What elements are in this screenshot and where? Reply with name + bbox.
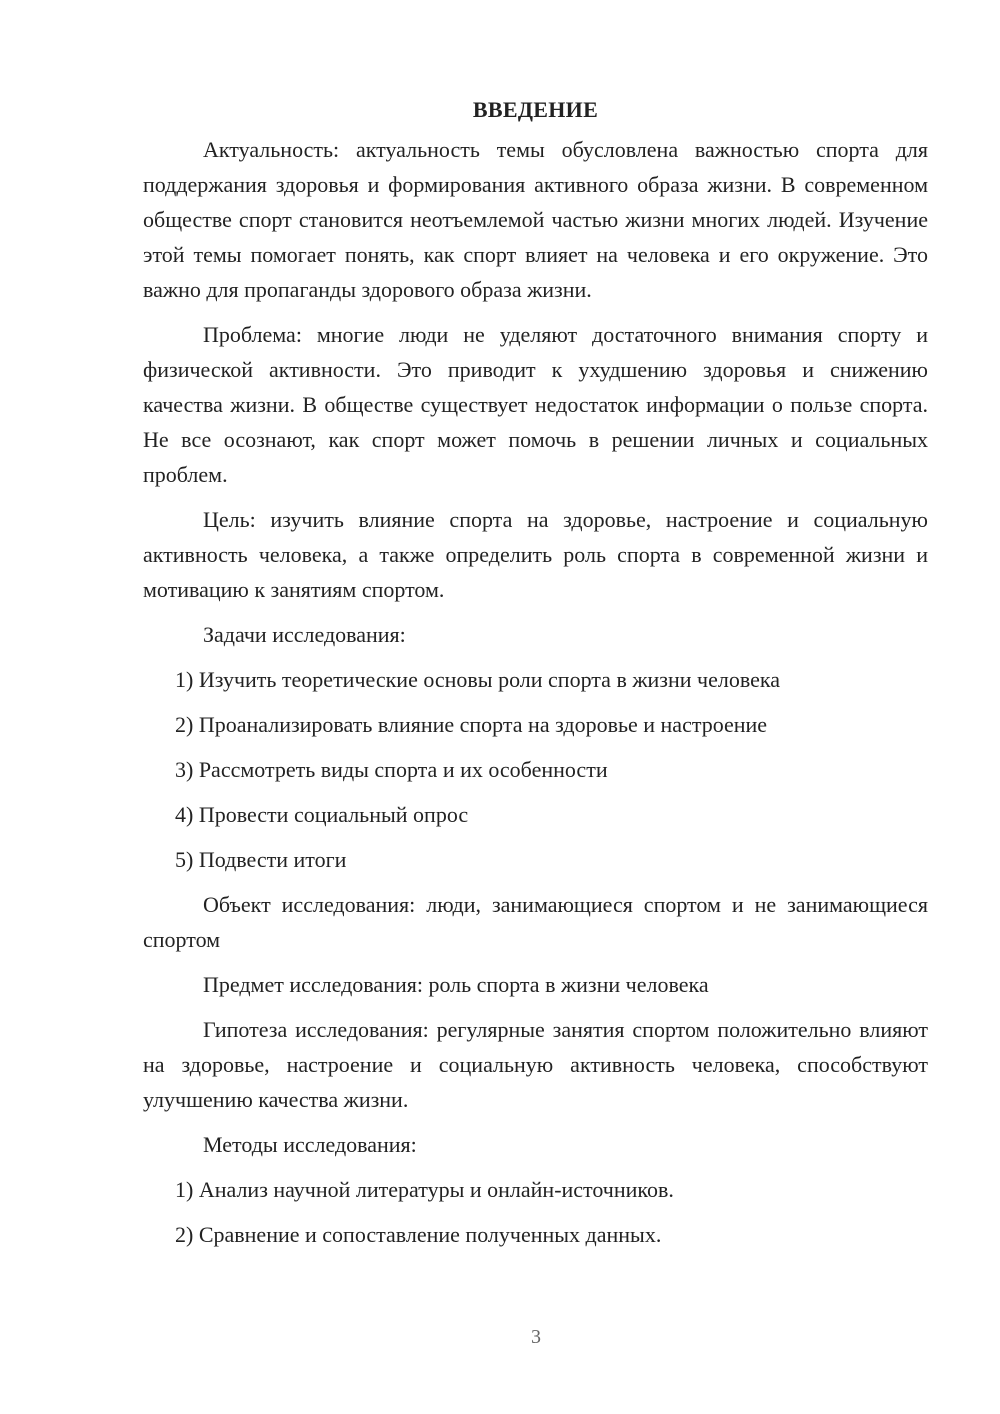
page-number: 3 bbox=[531, 1326, 541, 1348]
page-title: ВВЕДЕНИЕ bbox=[472, 97, 599, 122]
task-item: 2) Проанализировать влияние спорта на здоровье и настроение bbox=[175, 712, 768, 737]
task-item: 3) Рассмотреть виды спорта и их особенности bbox=[175, 757, 608, 782]
task-item: 1) Изучить теоретические основы роли спорта в жизни человека bbox=[175, 667, 780, 692]
task-item: 4) Провести социальный опрос bbox=[175, 802, 469, 827]
methods-list bbox=[143, 1172, 928, 1252]
tasks-list bbox=[143, 662, 928, 877]
problem-paragraph: Проблема: многие люди не уделяют достаточного внимания спорту и физической активности. Это приводит к ухудшению здоровья и снижению качества жизни. В обществе существует недостаток информации о пользе спорта. Не все осознают, как спорт может помочь в решении личных и социальных проблем. bbox=[143, 322, 928, 487]
goal-paragraph: Цель: изучить влияние спорта на здоровье, настроение и социальную активность человека, а также определить роль спорта в современной жизни и мотивацию к занятиям спортом. bbox=[143, 507, 928, 602]
task-item: 5) Подвести итоги bbox=[175, 847, 347, 872]
relevance-paragraph: Актуальность: актуальность темы обусловлена важностью спорта для поддержания здоровья и формирования активного образа жизни. В современном обществе спорт становится неотъемлемой частью жизни многих людей. Изучение этой темы помогает понять, как спорт влияет на человека и его окружение. Это важно для пропаганды здорового образа жизни. bbox=[143, 137, 928, 302]
object-paragraph: Объект исследования: люди, занимающиеся спортом и не занимающиеся спортом bbox=[143, 892, 928, 952]
method-item: 1) Анализ научной литературы и онлайн-источников. bbox=[175, 1177, 674, 1202]
hypothesis-paragraph: Гипотеза исследования: регулярные занятия спортом положительно влияют на здоровье, настроение и социальную активность человека, способствуют улучшению качества жизни. bbox=[143, 1017, 928, 1112]
methods-heading: Методы исследования: bbox=[203, 1132, 417, 1157]
method-item: 2) Сравнение и сопоставление полученных данных. bbox=[175, 1222, 662, 1247]
document-page bbox=[143, 92, 928, 1262]
tasks-heading: Задачи исследования: bbox=[203, 622, 406, 647]
subject-paragraph: Предмет исследования: роль спорта в жизни человека bbox=[203, 972, 709, 997]
